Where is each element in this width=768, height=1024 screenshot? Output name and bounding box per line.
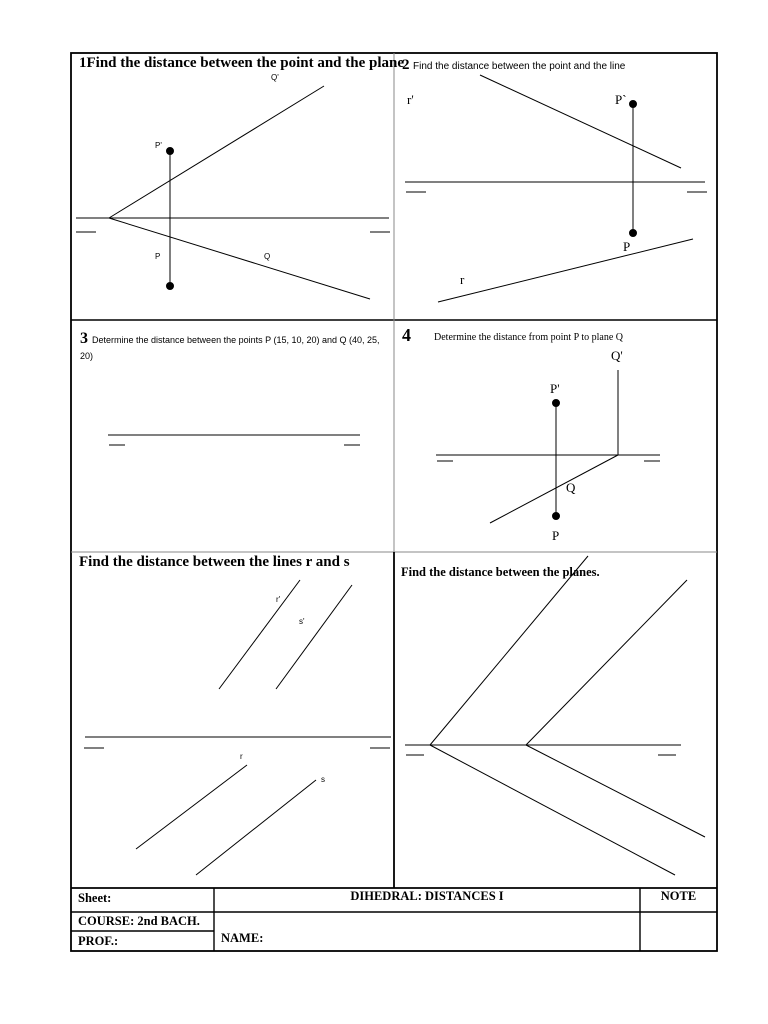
exercise-2-label-p-prime: P`	[615, 92, 627, 107]
exercise-2-label-p: P	[623, 239, 631, 254]
exercise-4-title: Determine the distance from point P to plane Q	[434, 332, 624, 343]
exercise-1-drawing	[76, 86, 390, 299]
exercise-2-label-r: r	[460, 272, 465, 287]
exercise-4-number: 4	[402, 325, 411, 345]
name-label: NAME:	[221, 931, 264, 945]
exercise-5-label-s-prime: s'	[299, 617, 305, 626]
exercise-5-drawing	[84, 580, 391, 875]
exercise-4-label-p-prime: P'	[550, 381, 560, 396]
exercise-6-title: Find the distance between the planes.	[401, 565, 600, 579]
exercise-4-label-q: Q	[566, 480, 576, 495]
exercise-1-label-q-prime: Q'	[271, 73, 279, 82]
exercise-2-label-r-prime: r'	[407, 92, 414, 107]
exercise-5-label-r-prime: r'	[276, 595, 281, 604]
prof-label: PROF.:	[78, 934, 119, 948]
exercise-2-number: 2	[402, 57, 410, 73]
exercise-1-label-p-prime: P'	[155, 141, 162, 150]
note-label: NOTE	[660, 889, 697, 903]
exercise-3-drawing	[108, 435, 360, 445]
exercise-5-title: Find the distance between the lines r and s	[79, 554, 350, 570]
worksheet-title: DIHEDRAL: DISTANCES I	[350, 889, 504, 903]
exercise-1-label-p: P	[155, 252, 161, 261]
exercise-3-number: 3	[80, 330, 88, 347]
exercise-4-label-p: P	[552, 528, 560, 543]
course-label: COURSE: 2nd BACH.	[78, 914, 200, 928]
exercise-3-statement	[80, 327, 390, 363]
exercise-2-drawing	[405, 75, 707, 302]
exercise-6-drawing	[405, 556, 705, 875]
exercise-3-title: Determine the distance between the points P (15, 10, 20) and Q (40, 25, 20)	[80, 335, 380, 362]
exercise-2-title: Find the distance between the point and the line	[413, 61, 626, 72]
sheet-label: Sheet:	[78, 891, 112, 905]
exercise-1-title: 1Find the distance between the point and the plane	[79, 55, 405, 71]
exercise-4-drawing	[436, 370, 660, 523]
exercise-1-label-q: Q	[264, 252, 271, 261]
exercise-5-label-s: s	[321, 775, 325, 784]
exercise-4-label-q-prime: Q'	[611, 348, 623, 363]
exercise-5-label-r: r	[240, 752, 243, 761]
worksheet-frame	[71, 53, 717, 951]
